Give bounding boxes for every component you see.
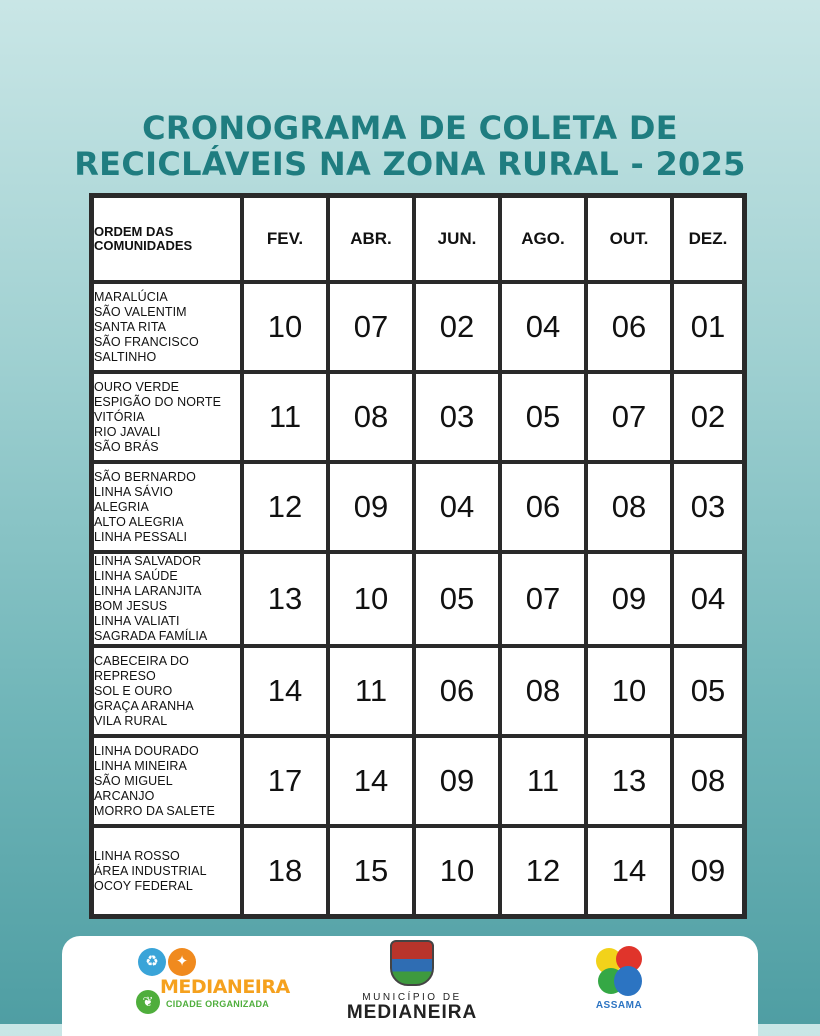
coat-of-arms-icon	[390, 940, 434, 986]
collection-day-cell: 06	[500, 462, 586, 552]
community-name: SÃO MIGUEL	[94, 773, 173, 788]
community-name: SOL E OURO	[94, 683, 173, 698]
collection-day-cell: 05	[414, 552, 500, 646]
community-name: ALTO ALEGRIA	[94, 514, 184, 529]
collection-day-cell: 10	[414, 826, 500, 916]
collection-day-cell: 08	[586, 462, 672, 552]
community-name: LINHA DOURADO	[94, 743, 199, 758]
community-name: LINHA LARANJITA	[94, 584, 202, 598]
collection-day-cell: 12	[242, 462, 328, 552]
community-name: LINHA VALIATI	[94, 614, 180, 628]
header-line-2: COMUNIDADES	[94, 238, 193, 253]
community-name: ARCANJO	[94, 788, 155, 803]
collection-day-cell: 09	[672, 826, 744, 916]
collection-day-cell: 04	[500, 282, 586, 372]
collection-day-cell: 17	[242, 736, 328, 826]
community-name: GRAÇA ARANHA	[94, 698, 194, 713]
collection-day-cell: 07	[328, 282, 414, 372]
month-header: JUN.	[414, 196, 500, 282]
community-name: OCOY FEDERAL	[94, 878, 193, 893]
header-line-1: ORDEM DAS	[94, 224, 174, 239]
community-name: ALEGRIA	[94, 499, 149, 514]
collection-day-cell: 06	[586, 282, 672, 372]
month-header: DEZ.	[672, 196, 744, 282]
table-row	[92, 736, 744, 826]
community-name: RIO JAVALI	[94, 424, 161, 439]
collection-day-cell: 08	[328, 372, 414, 462]
table-row	[92, 462, 744, 552]
logo-brand-subtitle: CIDADE ORGANIZADA	[166, 999, 270, 1009]
community-name: LINHA MINEIRA	[94, 758, 187, 773]
community-name: SALTINHO	[94, 349, 157, 364]
community-name: LINHA SÁVIO	[94, 484, 173, 499]
collection-day-cell: 05	[672, 646, 744, 736]
collection-day-cell: 14	[242, 646, 328, 736]
communities-cell	[92, 372, 242, 462]
collection-day-cell: 13	[242, 552, 328, 646]
collection-day-cell: 05	[500, 372, 586, 462]
community-name: SANTA RITA	[94, 319, 167, 334]
municipio-logo	[342, 940, 482, 1024]
community-name: LINHA ROSSO	[94, 848, 180, 863]
collection-day-cell: 07	[586, 372, 672, 462]
community-name: ESPIGÃO DO NORTE	[94, 394, 222, 409]
collection-day-cell: 01	[672, 282, 744, 372]
month-header: ABR.	[328, 196, 414, 282]
community-name: SÃO BRÁS	[94, 439, 159, 454]
table-row	[92, 646, 744, 736]
community-name: OURO VERDE	[94, 379, 180, 394]
collection-day-cell: 10	[328, 552, 414, 646]
community-name: REPRESO	[94, 668, 156, 683]
collection-day-cell: 02	[672, 372, 744, 462]
assama-mark-icon	[594, 940, 644, 1000]
title-line-2: RECICLÁVEIS NA ZONA RURAL - 2025	[74, 145, 746, 183]
community-name: MARALÚCIA	[94, 289, 168, 304]
collection-day-cell: 12	[500, 826, 586, 916]
table-header-row	[92, 196, 744, 282]
leaf-icon: ❦	[136, 990, 160, 1014]
community-name: ÁREA INDUSTRIAL	[94, 863, 207, 878]
community-name: CABECEIRA DO	[94, 653, 189, 668]
community-name: SÃO FRANCISCO	[94, 334, 199, 349]
logo-brand-name: MEDIANEIRA	[160, 976, 290, 998]
communities-cell	[92, 552, 242, 646]
collection-day-cell: 07	[500, 552, 586, 646]
community-name: LINHA SALVADOR	[94, 554, 202, 568]
page-title	[0, 110, 820, 182]
table-row	[92, 552, 744, 646]
collection-day-cell: 14	[586, 826, 672, 916]
collection-day-cell: 11	[242, 372, 328, 462]
month-header: FEV.	[242, 196, 328, 282]
collection-day-cell: 08	[500, 646, 586, 736]
communities-cell	[92, 826, 242, 916]
collection-day-cell: 09	[414, 736, 500, 826]
community-name: SÃO VALENTIM	[94, 304, 187, 319]
community-name: BOM JESUS	[94, 599, 168, 613]
collection-day-cell: 04	[672, 552, 744, 646]
collection-day-cell: 08	[672, 736, 744, 826]
collection-day-cell: 09	[328, 462, 414, 552]
community-name: SAGRADA FAMÍLIA	[94, 629, 208, 643]
collection-day-cell: 04	[414, 462, 500, 552]
collection-day-cell: 10	[586, 646, 672, 736]
collection-day-cell: 03	[414, 372, 500, 462]
month-header: AGO.	[500, 196, 586, 282]
footer-logos	[62, 936, 758, 1036]
collection-day-cell: 02	[414, 282, 500, 372]
assama-name: ASSAMA	[595, 1000, 643, 1011]
collection-day-cell: 10	[242, 282, 328, 372]
community-name: VITÓRIA	[94, 409, 145, 424]
community-name: VILA RURAL	[94, 713, 168, 728]
collection-day-cell: 18	[242, 826, 328, 916]
municipio-label: MUNICÍPIO DE	[362, 992, 462, 1003]
collection-day-cell: 11	[500, 736, 586, 826]
communities-cell	[92, 646, 242, 736]
assama-logo	[587, 940, 651, 1030]
collection-day-cell: 14	[328, 736, 414, 826]
recycle-icon: ♻	[138, 948, 166, 976]
communities-column-header	[92, 196, 242, 282]
month-header: OUT.	[586, 196, 672, 282]
collection-day-cell: 13	[586, 736, 672, 826]
community-name: LINHA SAÚDE	[94, 569, 178, 583]
collection-day-cell: 06	[414, 646, 500, 736]
community-name: MORRO DA SALETE	[94, 803, 215, 818]
table-row	[92, 826, 744, 916]
communities-cell	[92, 462, 242, 552]
communities-cell	[92, 736, 242, 826]
community-name: SÃO BERNARDO	[94, 469, 196, 484]
collection-day-cell: 03	[672, 462, 744, 552]
communities-cell	[92, 282, 242, 372]
collection-day-cell: 09	[586, 552, 672, 646]
table-row	[92, 372, 744, 462]
schedule-table	[89, 193, 747, 919]
collection-day-cell: 11	[328, 646, 414, 736]
table-row	[92, 282, 744, 372]
collection-day-cell: 15	[328, 826, 414, 916]
municipio-name: MEDIANEIRA	[346, 1002, 478, 1023]
medianeira-cidade-organizada-logo	[136, 946, 290, 1014]
community-name: LINHA PESSALI	[94, 529, 188, 544]
person-icon: ✦	[168, 948, 196, 976]
title-line-1: CRONOGRAMA DE COLETA DE	[142, 109, 678, 147]
